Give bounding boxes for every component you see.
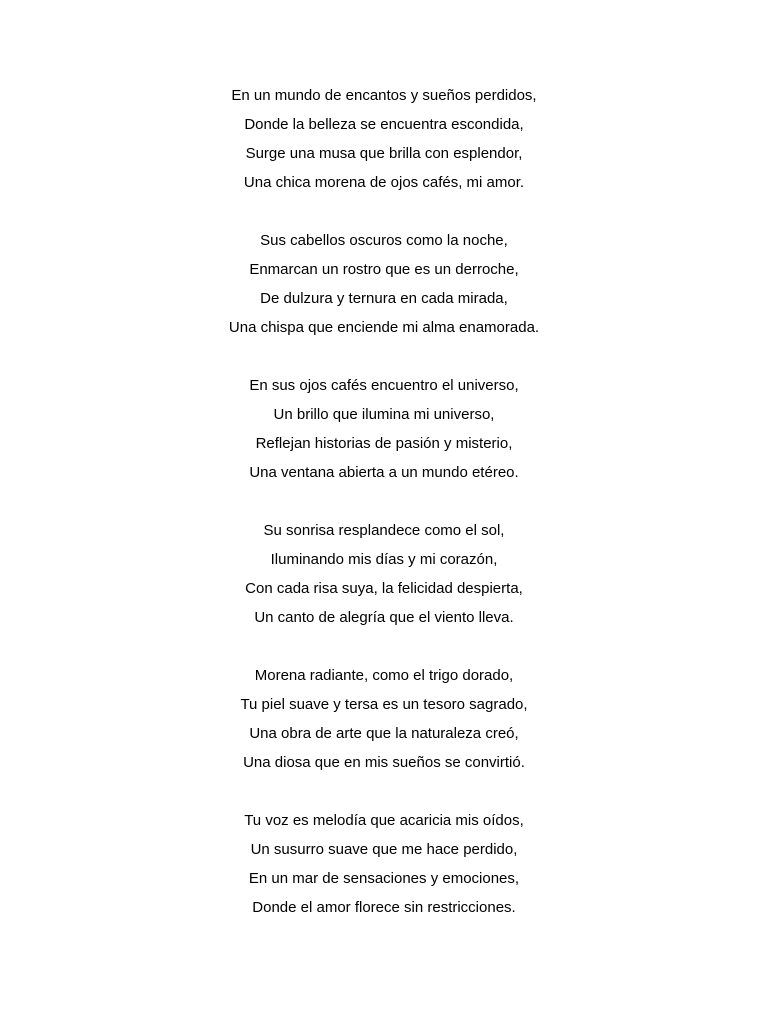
poem-line: Una ventana abierta a un mundo etéreo. [249,464,519,481]
poem-line: Con cada risa suya, la felicidad despierta, [245,580,523,597]
poem-line: Una obra de arte que la naturaleza creó, [249,725,519,742]
poem-line: Una diosa que en mis sueños se convirtió. [243,754,525,771]
poem-line: Tu piel suave y tersa es un tesoro sagrado, [240,696,528,713]
stanza-2 [0,226,768,342]
poem-line: Una chica morena de ojos cafés, mi amor. [243,174,525,191]
poem-line: Donde el amor florece sin restricciones. [252,899,516,916]
poem-line: En sus ojos cafés encuentro el universo, [249,377,519,394]
poem-line: Morena radiante, como el trigo dorado, [254,667,514,684]
poem-line: Reflejan historias de pasión y misterio, [255,435,513,452]
poem-line: Una chispa que enciende mi alma enamorada. [228,319,540,336]
poem-line: Surge una musa que brilla con esplendor, [245,145,523,162]
stanza-1 [0,81,768,197]
stanza-4 [0,516,768,632]
stanza-6 [0,806,768,922]
poem-line: En un mundo de encantos y sueños perdidos, [231,87,537,104]
poem-line: En un mar de sensaciones y emociones, [248,870,520,887]
poem-line: Enmarcan un rostro que es un derroche, [249,261,519,278]
poem-line: Sus cabellos oscuros como la noche, [260,232,508,249]
poem-line: Donde la belleza se encuentra escondida, [244,116,524,133]
poem-line: Su sonrisa resplandece como el sol, [263,522,505,539]
poem-line: Un susurro suave que me hace perdido, [250,841,518,858]
poem-line: Un brillo que ilumina mi universo, [273,406,495,423]
poem [0,81,768,951]
poem-line: Iluminando mis días y mi corazón, [270,551,498,568]
poem-line: De dulzura y ternura en cada mirada, [260,290,508,307]
stanza-3 [0,371,768,487]
stanza-5 [0,661,768,777]
poem-line: Tu voz es melodía que acaricia mis oídos, [244,812,524,829]
poem-line: Un canto de alegría que el viento lleva. [254,609,514,626]
